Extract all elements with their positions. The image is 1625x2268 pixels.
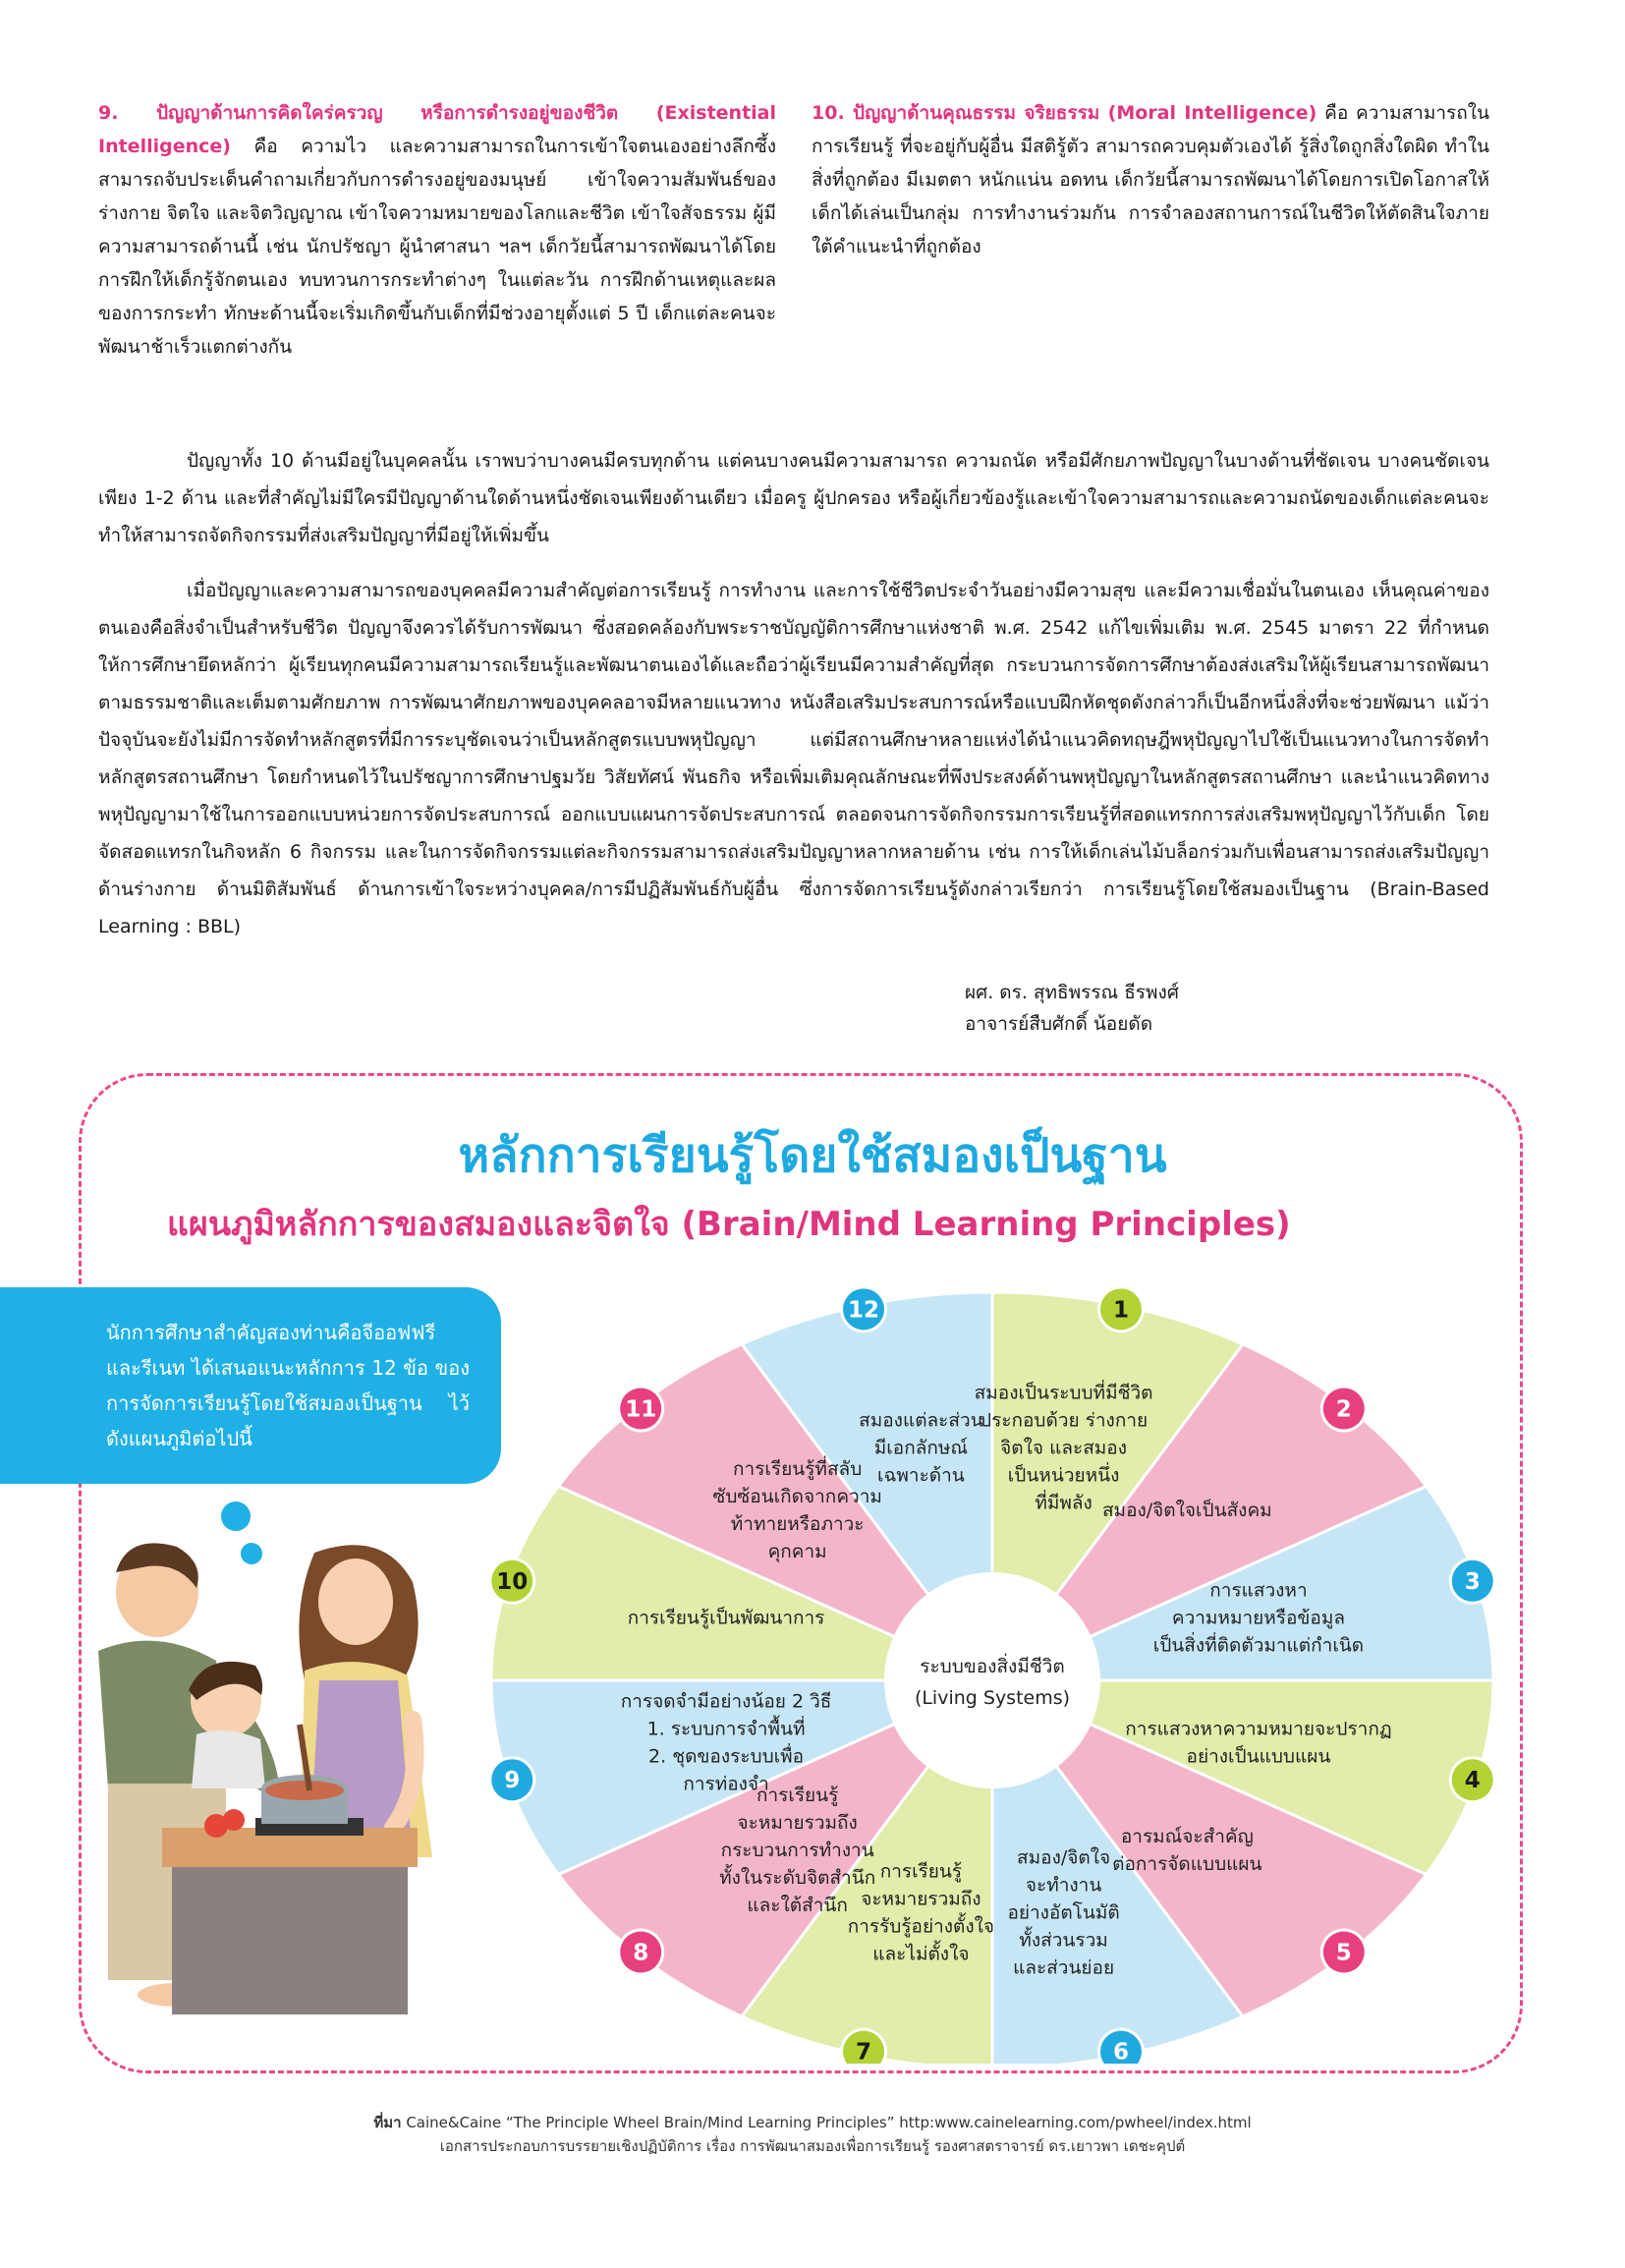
principle-number: 10 [496,1568,529,1595]
family-cooking-illustration [69,1533,501,2044]
principle-number: 4 [1464,1768,1481,1794]
principle-10 [628,1606,825,1629]
principle-line: จะหมายรวมถึง [861,1888,981,1910]
principle-line: การแสวงหา [1209,1579,1308,1602]
author-name: อาจารย์สืบศักดิ์ น้อยดัด [965,1013,1153,1035]
principle-line: ที่มีพลัง [1035,1492,1093,1514]
body-paragraph: เมื่อปัญญาและความสามารถของบุคคลมีความสำคัญต่อการเรียนรู้ การทำงาน และการใช้ชีวิตประจำวันอย่างมีความสุข และมีความเชื่อมั่นในตนเอง เห็นคุณค่าของตนเองคือสิ่งจำเป็นสำหรับชีวิต ปัญญาจึงควรได้รับการพัฒนา ซึ่งสอดคล้องกับพระราชบัญญัติการศึกษาแห่งชาติ พ.ศ. 2542 แก้ไขเพิ่มเติม พ.ศ. 2545 มาตรา 22 ที่กำหนดให้การศึกษายึดหลักว่า ผู้เรียนทุกคนมีความสามารถเรียนรู้และพัฒนาตนเองได้และถือว่าผู้เรียนมีความสำคัญที่สุด กระบวนการจัดการศึกษาต้องส่งเสริมให้ผู้เรียนสามารถพัฒนาตามธรรมชาติและเต็มตามศักยภาพ การพัฒนาศักยภาพของบุคคลอาจมีหลายแนวทาง หนังสือเสริมประสบการณ์หรือแบบฝึกหัดชุดดังกล่าวก็เป็นอีกหนึ่งสิ่งที่จะช่วยพัฒนา แม้ว่าปัจจุบันจะยังไม่มีการจัดทำหลักสูตรที่มีการระบุชัดเจนว่าเป็นหลักสูตรแบบพหุปัญญา แต่มีสถานศึกษาหลายแห่งได้นำแนวคิดทฤษฎีพหุปัญญาไปใช้เป็นแนวทางในการจัดทำหลักสูตรสถานศึกษา โดยกำหนดไว้ในปรัชญาการศึกษาปฐมวัย วิสัยทัศน์ พันธกิจ หรือเพิ่มเติมคุณลักษณะที่พึงประสงค์ด้านพหุปัญญาในหลักสูตรสถานศึกษา และนำแนวคิดทางพหุปัญญามาใช้ในการออกแบบหน่วยการจัดประสบการณ์ ออกแบบแผนการจัดประสบการณ์ ตลอดจนการจัดกิจกรรมการเรียนรู้ที่สอดแทรกการส่งเสริมพหุปัญญาไว้กับเด็ก โดยจัดสอดแทรกในกิจหลัก 6 กิจกรรม และในการจัดกิจกรรมแต่ละกิจกรรมสามารถส่งเสริมปัญญาหลากหลายด้าน เช่น การให้เด็กเล่นไม้บล็อกร่วมกับเพื่อนสามารถส่งเสริมปัญญาด้านร่างกาย ด้านมิติสัมพันธ์ ด้านการเข้าใจระหว่างบุคคล/การมีปฏิสัมพันธ์กับผู้อื่น ซึ่งการจัดการเรียนรู้ดังกล่าวเรียกว่า การเรียนรู้โดยใช้สมองเป็นฐาน (Brain-Based Learning : BBL) [98,580,1489,937]
principle-number: 5 [1335,1940,1352,1966]
principle-number: 12 [848,1297,880,1324]
principle-line: 2. ชุดของระบบเพื่อ [648,1745,805,1768]
principle-line: และไม่ตั้งใจ [872,1943,970,1965]
principle-line: จะทำงาน [1025,1874,1102,1897]
source-citation [0,2111,1625,2158]
principle-number: 2 [1335,1396,1352,1423]
principle-line: ความหมายหรือข้อมูล [1171,1607,1346,1629]
principle-line: ทั้งส่วนรวม [1019,1929,1108,1952]
authors [965,977,1179,1040]
principle-line: 1. ระบบการจำพื้นที่ [646,1718,806,1740]
section-moral-intelligence [812,96,1489,263]
principle-line: คุกคาม [767,1540,827,1562]
principle-line: การเรียนรู้เป็นพัฒนาการ [627,1607,825,1629]
principle-line: อารมณ์จะสำคัญ [1120,1826,1254,1848]
principle-6 [1007,1847,1119,1979]
principle-line: จิตใจ และสมอง [1000,1437,1128,1459]
principle-line: และใต้สำนึก [747,1895,848,1917]
principle-number: 1 [1112,1297,1129,1324]
principle-line: สมอง/จิตใจเป็นสังคม [1101,1499,1272,1521]
principle-line: การรับรู้อย่างตั้งใจ [847,1915,995,1938]
principle-12 [859,1409,983,1486]
principle-line: เฉพาะด้าน [876,1464,965,1487]
principle-number: 9 [504,1768,521,1794]
principle-line: เป็นสิ่งที่ติดตัวมาแต่กำเนิด [1152,1634,1365,1657]
principle-line: อย่างอัตโนมัติ [1007,1901,1120,1924]
section-body: คือ ความไว และความสามารถในการเข้าใจตนเองอย่างลึกซึ้ง สามารถจับประเด็นคำถามเกี่ยวกับการดำรงอยู่ของมนุษย์ เข้าใจความสัมพันธ์ของร่างกาย จิตใจ และจิตวิญญาณ เข้าใจความหมายของโลกและชีวิต เข้าใจสัจธรรม ผู้มีความสามารถด้านนี้ เช่น นักปรัชญา ผู้นำศาสนา ฯลฯ เด็กวัยนี้สามารถพัฒนาได้โดยการฝึกให้เด็กรู้จักตนเอง ทบทวนการกระทำต่างๆ ในแต่ละวัน การฝึกด้านเหตุและผลของการกระทำ ทักษะด้านนี้จะเริ่มเกิดขึ้นกับเด็กที่มีช่วงอายุตั้งแต่ 5 ปี เด็กแต่ละคนจะพัฒนาช้าเร็วแตกต่างกัน [98,136,776,358]
section-heading: 10. ปัญญาด้านคุณธรรม จริยธรรม (Moral Intelligence) [812,102,1317,124]
principle-number: 11 [625,1396,657,1423]
principle-line: และส่วนย่อย [1013,1956,1115,1979]
principle-number: 6 [1112,2039,1129,2064]
principle-number: 3 [1464,1568,1481,1595]
principle-line: มีเอกลักษณ์ [873,1437,969,1459]
callout-text: นักการศึกษาสำคัญสองท่านคือจีออฟฟรี และรีเนท ได้เสนอแนะหลักการ 12 ข้อ ของการจัดการเรียนรู้โดยใช้สมองเป็นฐาน ไว้ดังแผนภูมิต่อไปนี้ [106,1321,470,1450]
principle-line: จะหมายรวมถึง [737,1812,858,1835]
body-paragraph: ปัญญาทั้ง 10 ด้านมีอยู่ในบุคคลนั้น เราพบว่าบางคนมีครบทุกด้าน แต่คนบางคนมีความสามารถ ความถนัด หรือมีศักยภาพปัญญาในบางด้านที่ชัดเจน บางคนชัดเจนเพียง 1-2 ด้าน และที่สำคัญไม่มีใครมีปัญญาด้านใดด้านหนึ่งชัดเจนเพียงด้านเดียว เมื่อครู ผู้ปกครอง หรือผู้เกี่ยวข้องรู้และเข้าใจความสามารถและความถนัดของเด็กแต่ละคนจะทำให้สามารถจัดกิจกรรมที่ส่งเสริมปัญญาที่มีอยู่ให้เพิ่มขึ้น [98,450,1489,546]
wheel-center [884,1572,1100,1788]
source-line: เอกสารประกอบการบรรยายเชิงปฏิบัติการ เรื่อง การพัฒนาสมองเพื่อการเรียนรู้ รองศาสตราจารย์ ดร.เยาวพา เดชะคุปต์ [439,2137,1186,2155]
source-label: ที่มา [373,2114,402,2131]
section-heading: 9. ปัญญาด้านการคิดใคร่ครวญ หรือการดำรงอยู่ของชีวิต (Existential Intelligence) [98,102,776,157]
principle-line: การเรียนรู้ที่สลับ [733,1457,863,1480]
principle-line: อย่างเป็นแบบแผน [1186,1745,1331,1768]
principle-2 [1102,1498,1272,1521]
diagram-title: หลักการเรียนรู้โดยใช้สมองเป็นฐาน [458,1128,1167,1183]
principle-line: สมอง/จิตใจ [1017,1846,1111,1869]
principle-line: ท้าทายหรือภาวะ [730,1512,865,1535]
thought-bubble [221,1502,251,1531]
principle-line: กระบวนการทำงาน [720,1840,874,1862]
wheel-center-label: ระบบของสิ่งมีชีวิต [920,1656,1065,1677]
principle-line: การเรียนรู้ [756,1785,839,1807]
principle-line: การเรียนรู้ [879,1860,963,1883]
section-existential-intelligence [98,96,776,364]
wheel-center-label: (Living Systems) [914,1687,1071,1709]
principle-line: ทั้งในระดับจิตสำนึก [719,1867,876,1890]
principle-number: 8 [633,1940,649,1966]
section-body: คือ ความสามารถในการเรียนรู้ ที่จะอยู่กับผู้อื่น มีสติรู้ตัว สามารถควบคุมตัวเองได้ รู้สิ่งใดถูกสิ่งใดผิด ทำในสิ่งที่ถูกต้อง มีเมตตา หนักแน่น อดทน เด็กวัยนี้สามารถพัฒนาได้โดยการเปิดโอกาสให้เด็กได้เล่นเป็นกลุ่ม การทำงานร่วมกัน การจำลองสถานการณ์ในชีวิตให้ตัดสินใจภายใต้คำแนะนำที่ถูกต้อง [812,102,1490,257]
source-line: Caine&Caine “The Principle Wheel Brain/Mind Learning Principles” http:www.cainelearning.com/pwheel/index.html [406,2114,1252,2131]
principle-line: การแสวงหาความหมายจะปรากฏ [1125,1718,1392,1740]
principle-line: สมองเป็นระบบที่มีชีวิต [974,1382,1153,1404]
principle-line: ต่อการจัดแบบแผน [1112,1853,1262,1876]
brain-mind-principles-wheel [472,1268,1513,2064]
principle-line: การจดจำมีอย่างน้อย 2 วิธี [620,1690,832,1713]
principle-number: 7 [856,2039,872,2064]
principle-line: เป็นหน่วยหนึ่ง [1007,1464,1120,1487]
author-name: ผศ. ดร. สุทธิพรรณ ธีรพงศ์ [965,982,1179,1003]
principle-line: สมองแต่ละส่วน [859,1409,983,1432]
principle-line: ซับซ้อนเกิดจากความ [712,1485,882,1507]
principle-line: ประกอบด้วย ร่างกาย [980,1409,1149,1432]
principle-line: การท่องจำ [683,1773,769,1795]
diagram-subtitle: แผนภูมิหลักการของสมองและจิตใจ (Brain/Mind Learning Principles) [167,1205,1291,1244]
